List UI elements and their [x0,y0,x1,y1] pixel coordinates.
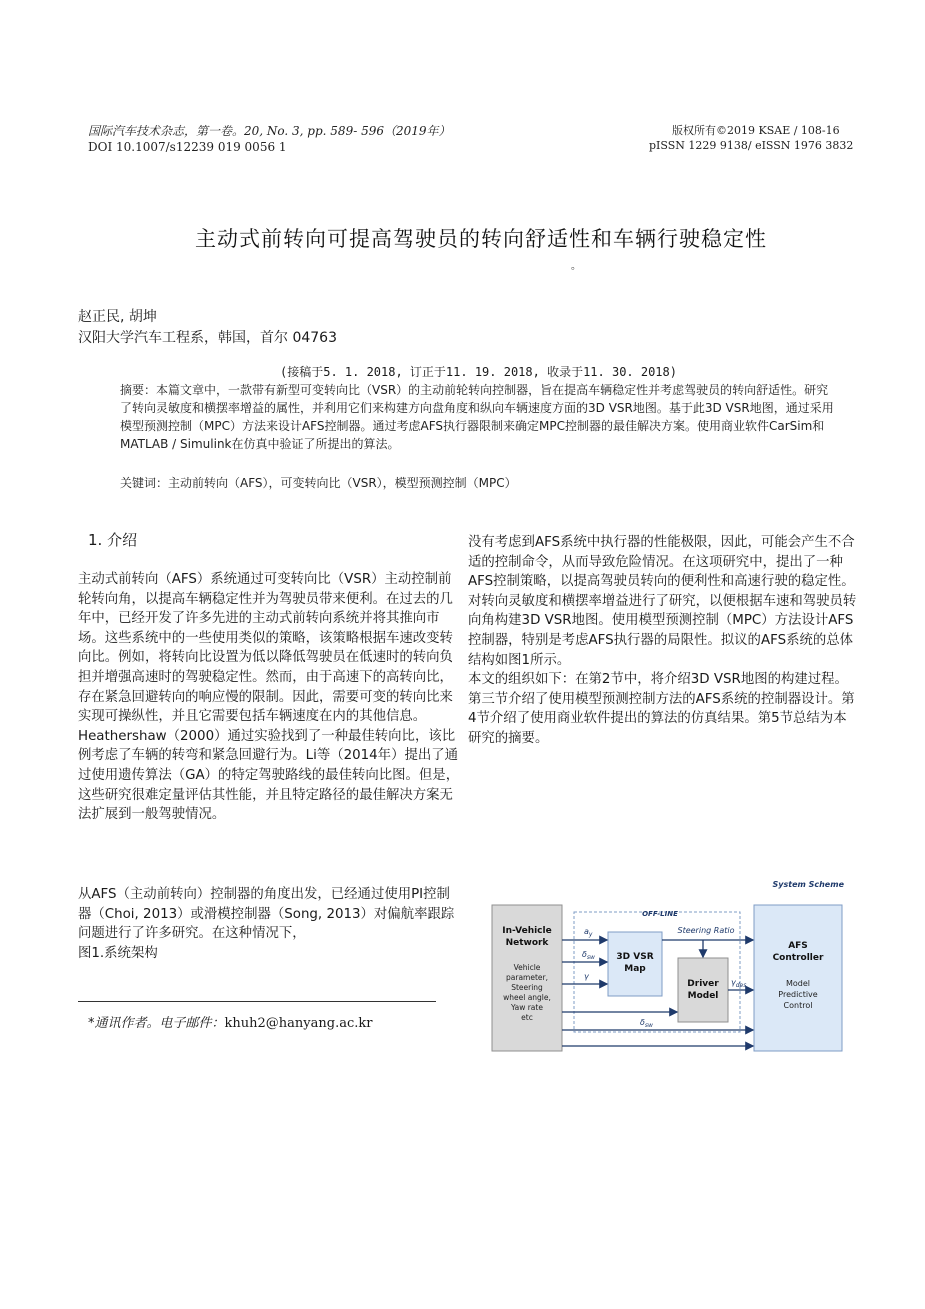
left-column-text-lower [78,885,460,963]
afs-title-2: Controller [772,953,824,963]
signal-dsw: $\delta_{sw}$ [582,950,595,961]
paper-title: 主动式前转向可提高驾驶员的转向舒适性和车辆行驶稳定性 [195,227,767,251]
steering-ratio-label: Steering Ratio [677,926,735,935]
gamma-des-label: $\gamma_{des}$ [731,978,747,989]
in-vehicle-item: etc [521,1013,533,1022]
in-vehicle-title-2: Network [505,938,549,948]
paragraph: 本文的组织如下：在第2节中，将介绍3D VSR地图的构建过程。第三节介绍了使用模型预测控制方法的AFS系统的控制器设计。第4节介绍了使用商业软件提出的算法的仿真结果。第5节总结为本研究的摘要。 [468,672,855,746]
driver-model-label-2: Model [687,991,719,1001]
in-vehicle-item: Vehicle [513,963,541,972]
signal-ay: $a_y$ [584,927,593,938]
footnote-email[interactable]: khuh2@hanyang.ac.kr [224,1016,373,1031]
doi-line: DOI 10.1007/s12239 019 0056 1 [88,140,287,154]
in-vehicle-title-1: In-Vehicle [502,926,552,936]
afs-title-1: AFS [788,941,808,951]
afs-item: Model [785,979,811,988]
signal-dsw2: $\delta_{sw}$ [640,1018,653,1029]
footnote [88,1012,372,1031]
keywords: 关键词：主动前转向（AFS），可变转向比（VSR），模型预测控制（MPC） [120,476,517,490]
signal-gamma: γ [584,972,589,981]
footnote-label: *通讯作者。电子邮件： [88,1016,225,1031]
in-vehicle-item: parameter, [506,973,548,982]
left-column-text [78,570,460,825]
afs-item: Control [783,1001,813,1010]
affiliation: 汉阳大学汽车工程系，韩国，首尔 04763 [78,330,337,346]
issn-line: pISSN 1229 9138/ eISSN 1976 3832 [649,139,854,152]
authors: 赵正民, 胡坤 [78,309,157,325]
section-heading-introduction: 1. 介绍 [88,531,138,549]
vsr-map-label-2: Map [624,964,646,974]
afs-controller-box [754,905,842,1051]
abstract: 摘要：本篇文章中，一款带有新型可变转向比（VSR）的主动前轮转向控制器，旨在提高车辆稳定性并考虑驾驶员的转向舒适性。研究了转向灵敏度和横摆率增益的属性，并利用它们来构建方向盘角度和纵向车辆速度方面的3D VSR地图。基于此3D VSR地图，通过采用模型预测控制（MPC）方法来设计AFS控制器。通过考虑AFS执行器限制来确定MPC控制器的最佳解决方案。使用商业软件CarSim和MATLAB / Simulink在仿真中验证了所提出的算法。 [120,383,834,451]
received-dates: (接稿于5. 1. 2018, 订正于11. 19. 2018, 收录于11. 30. 2018) [280,365,677,379]
right-column-text [468,533,858,749]
in-vehicle-item: Steering [511,983,543,992]
system-architecture-figure [490,876,852,1056]
in-vehicle-item: wheel angle, [503,993,551,1002]
paragraph: 从AFS（主动前转向）控制器的角度出发，已经通过使用PI控制器（Choi, 2013）或滑模控制器（Song, 2013）对偏航率跟踪问题进行了许多研究。在这种情况下， [78,887,455,942]
paragraph: 没有考虑到AFS系统中执行器的性能极限，因此，可能会产生不合适的控制命令，从而导致危险情况。在这项研究中，提出了一种AFS控制策略，以提高驾驶员转向的便利性和高速行驶的稳定性。对转向灵敏度和横摆率增益进行了研究，以便根据车速和驾驶员转向角构建3D VSR地图。使用模型预测控制（MPC）方法设计AFS控制器，特别是考虑AFS执行器的局限性。拟议的AFS系统的总体结构如图1所示。 [468,535,857,668]
copyright-line: 版权所有©2019 KSAE / 108-16 [672,124,840,137]
paragraph: Heathershaw（2000）通过实验找到了一种最佳转向比，该比例考虑了车辆的转弯和紧急回避行为。Li等（2014年）提出了通过使用遗传算法（GA）的特定驾驶路线的最佳转向比图。但是，这些研究很难定量评估其性能，并且特定路径的最佳解决方案无法扩展到一般驾驶情况。 [78,728,460,823]
figure-scheme-title: System Scheme [772,880,844,889]
afs-item: Predictive [778,990,818,999]
journal-citation: 国际汽车技术杂志，第一卷。20, No. 3, pp. 589- 596（2019年） [88,124,451,138]
offline-label: OFF-LINE [642,910,678,918]
in-vehicle-item: Yaw rate [511,1003,543,1012]
driver-model-label-1: Driver [687,979,719,989]
paragraph: 主动式前转向（AFS）系统通过可变转向比（VSR）主动控制前轮转向角，以提高车辆稳定性并为驾驶员带来便利。在过去的几年中，已经开发了许多先进的主动式前转向系统并将其推向市场。这些系统中的一些使用类似的策略，该策略根据车速改变转向比。例如，将转向比设置为低以降低驾驶员在低速时的转向负担并增强高速时的驾驶稳定性。然而，由于高速下的高转向比，存在紧急回避转向的响应慢的限制。因此，需要可变的转向比来实现可操纵性，并且它需要包括车辆速度在内的其他信息。 [78,572,453,725]
driver-model-box [678,958,728,1022]
vsr-map-label-1: 3D VSR [616,952,654,962]
figure-caption: 图1.系统架构 [78,945,158,961]
footnote-divider [78,1001,436,1002]
title-mark: 。 [571,261,581,272]
